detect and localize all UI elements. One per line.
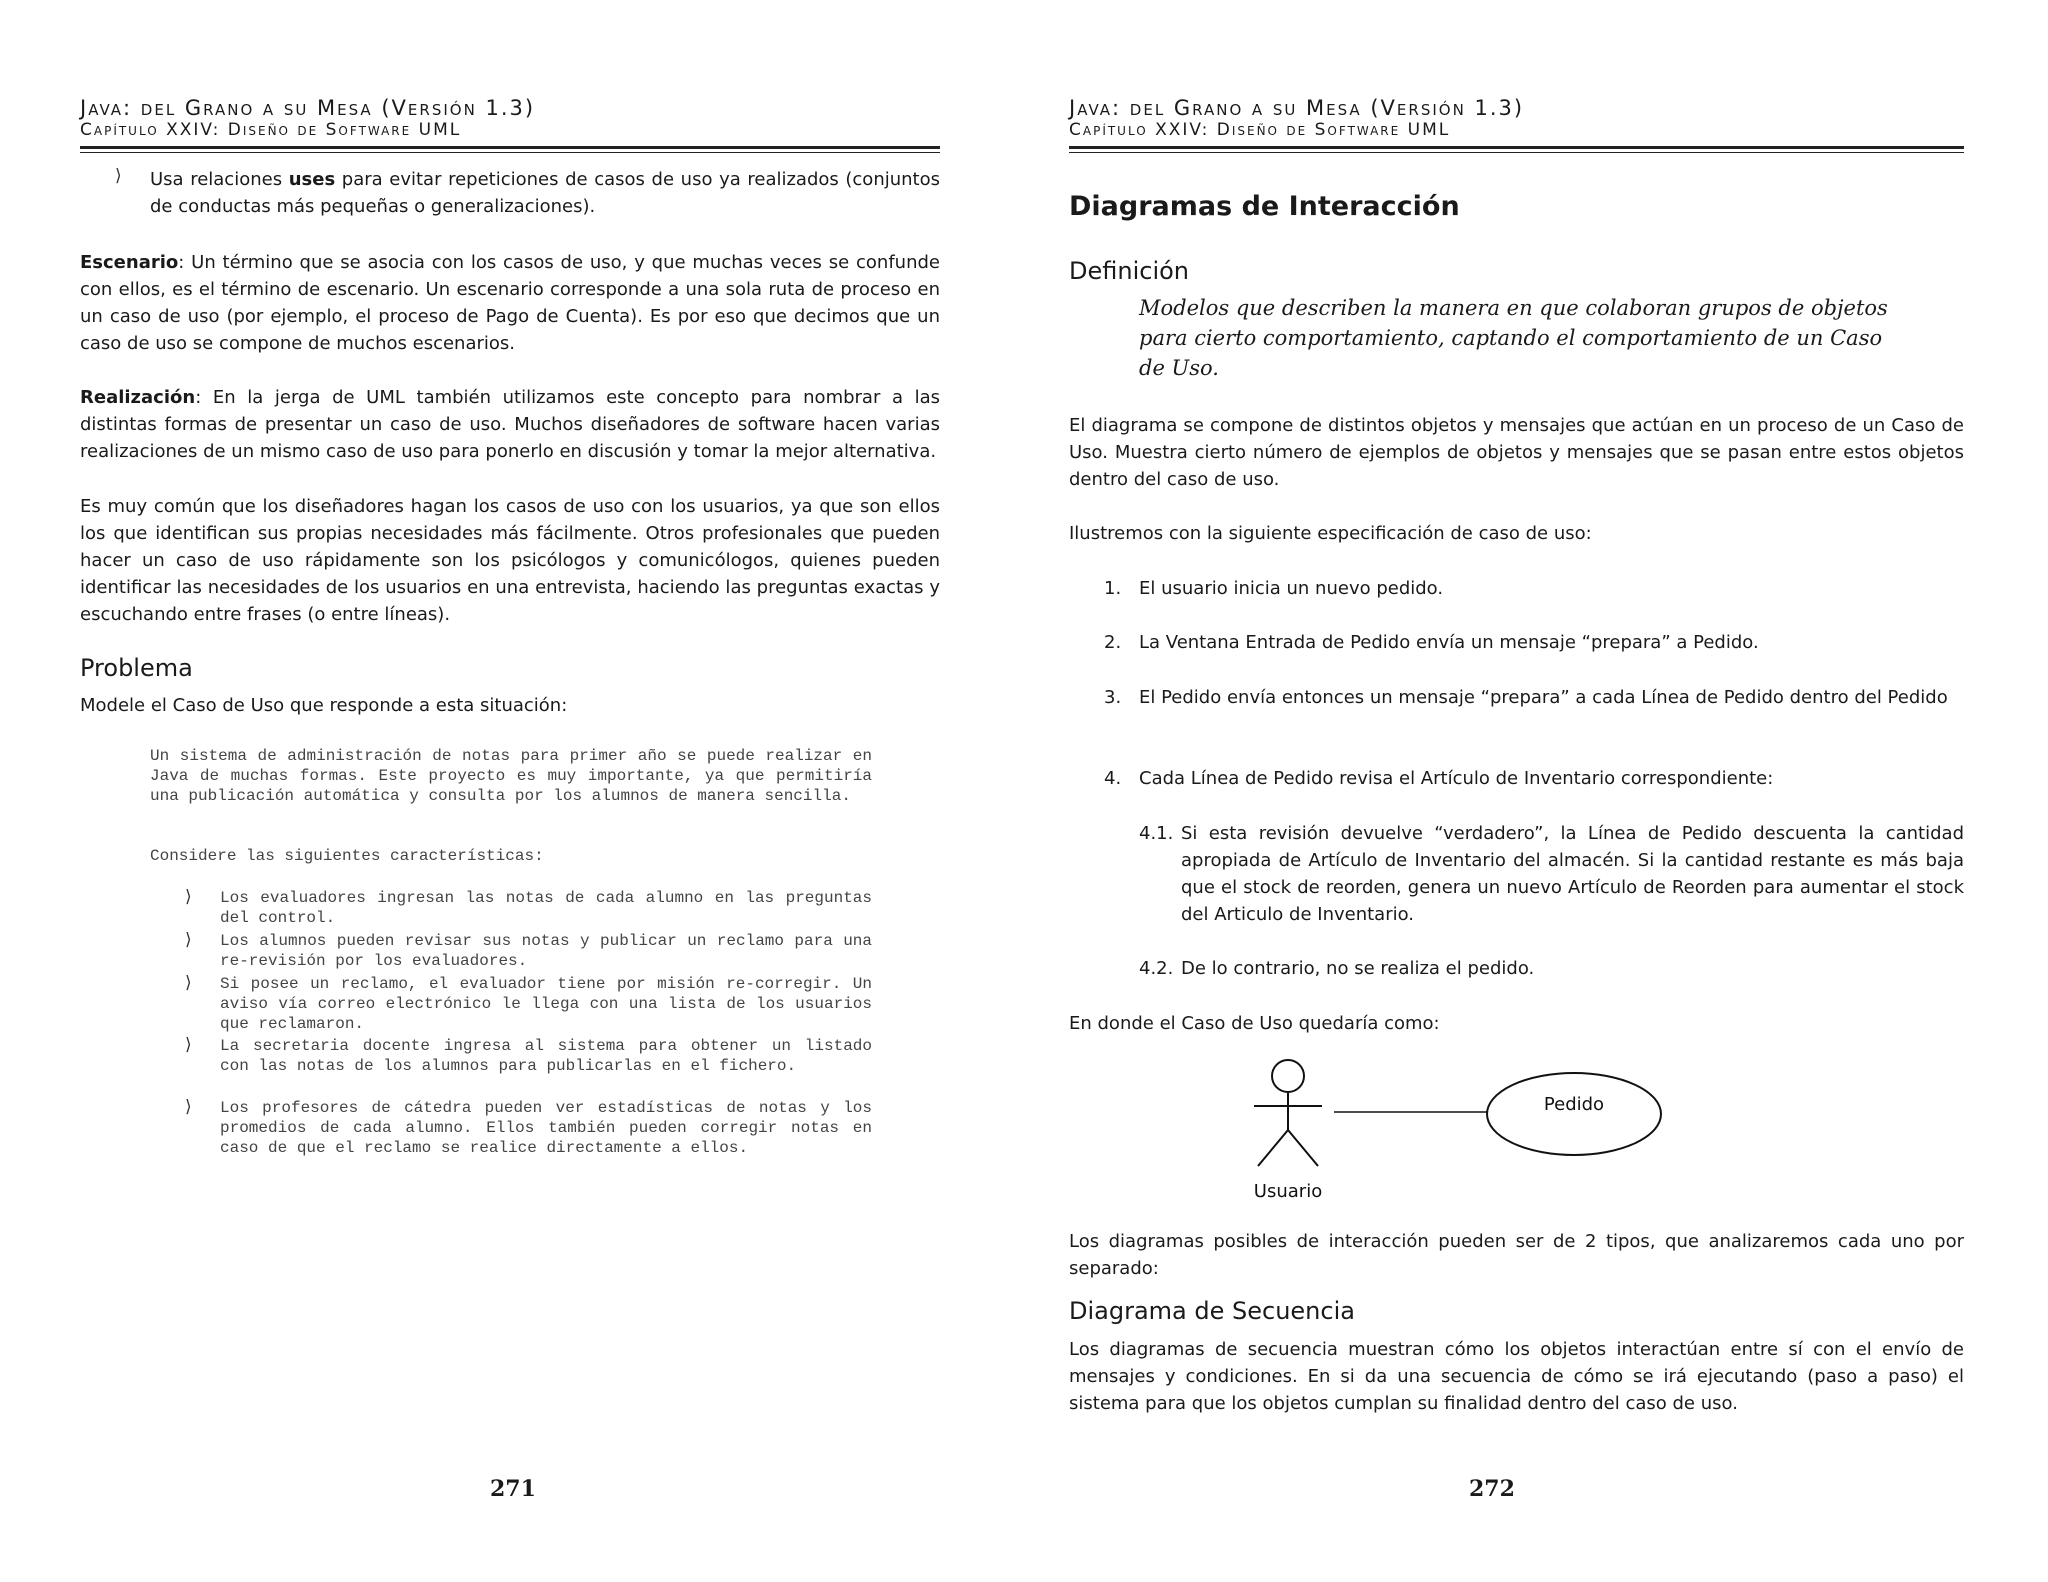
usuarios-paragraph: Es muy común que los diseñadores hagan los casos de uso con los usuarios, ya que son ellos los que identifican sus propias necesidades más fácilmente. Otros profesionales que pueden hacer un caso de uso rápidamente son los psicólogos y comunicólogos, quienes pueden identificar las necesidades de los usuarios en una entrevista, haciendo las preguntas exactas y escuchando entre frases (o entre líneas). bbox=[80, 496, 940, 625]
header-rule bbox=[1069, 146, 1964, 149]
definition-text: Modelos que describen la manera en que colaboran grupos de objetos para cierto comportamiento, captando el comportamiento de un Caso de Uso. bbox=[1139, 296, 1888, 380]
tipos-paragraph: Los diagramas posibles de interacción pueden ser de 2 tipos, que analizaremos cada uno por separado: bbox=[1069, 1231, 1964, 1279]
definicion-heading: Definición bbox=[1069, 257, 1189, 285]
bullet-icon: ⟩ bbox=[185, 973, 192, 993]
problema-heading: Problema bbox=[80, 654, 193, 682]
actor-figure bbox=[1254, 1060, 1322, 1166]
step-number: 3. bbox=[1104, 687, 1122, 708]
bullet-text-a: Usa relaciones bbox=[150, 169, 289, 190]
bullet-text-b: para evitar repeticiones de casos de uso ya realizados (conjuntos de conductas más pequeñas o generalizaciones). bbox=[150, 169, 940, 217]
realizacion-text: : En la jerga de UML también utilizamos este concepto para nombrar a las distintas formas de presentar un caso de uso. Muchos diseñadores de software hacen varias realizaciones de un mismo caso de uso para ponerlo en discusión y tomar la mejor alternativa. bbox=[80, 387, 940, 462]
bullet-icon: ⟩ bbox=[185, 1097, 192, 1117]
step-text: Cada Línea de Pedido revisa el Artículo de Inventario correspondiente: bbox=[1139, 768, 1774, 789]
secuencia-paragraph: Los diagramas de secuencia muestran cómo los objetos interactúan entre sí con el envío de mensajes y condiciones. En si da una secuencia de cómo se irá ejecutando (paso a paso) el sistema para que los objetos cumplan su finalidad dentro del caso de uso. bbox=[1069, 1339, 1964, 1414]
right-page bbox=[1024, 0, 2048, 1582]
step-number: 1. bbox=[1104, 578, 1122, 599]
page-number: 272 bbox=[1469, 1476, 1515, 1502]
caso-uso-intro: En donde el Caso de Uso quedaría como: bbox=[1069, 1013, 1440, 1034]
substep-text: De lo contrario, no se realiza el pedido. bbox=[1181, 958, 1535, 979]
book-title: Java: del Grano a su Mesa (Versión 1.3) bbox=[1069, 96, 1525, 120]
requirement-item: La secretaria docente ingresa al sistema para obtener un listado con las notas de los alumnos para publicarlas en el fichero. bbox=[220, 1037, 872, 1075]
section-heading: Diagramas de Interacción bbox=[1069, 191, 1460, 222]
diagram-paragraph: El diagrama se compone de distintos objetos y mensajes que actúan en un proceso de un Caso de Uso. Muestra cierto número de ejemplos de objetos y mensajes que se pasan entre estos objetos dentro del caso de uso. bbox=[1069, 415, 1964, 490]
problema-intro: Modele el Caso de Uso que responde a esta situación: bbox=[80, 695, 568, 716]
bullet-icon: ⟩ bbox=[185, 887, 192, 907]
substep-number: 4.2. bbox=[1139, 958, 1174, 979]
requirement-item: Si posee un reclamo, el evaluador tiene por misión re-corregir. Un aviso vía correo electrónico le llega con una lista de los usuarios que reclamaron. bbox=[220, 975, 872, 1033]
bullet-icon: ⟩ bbox=[115, 166, 122, 186]
realizacion-label: Realización bbox=[80, 387, 196, 408]
problem-statement: Un sistema de administración de notas para primer año se puede realizar en Java de muchas formas. Este proyecto es muy importante, ya que permitiría una publicación automática y consulta por los alumnos de manera sencilla. bbox=[150, 747, 872, 805]
secuencia-heading: Diagrama de Secuencia bbox=[1069, 1297, 1355, 1325]
ilustremos-paragraph: Ilustremos con la siguiente especificación de caso de uso: bbox=[1069, 523, 1592, 544]
bullet-icon: ⟩ bbox=[185, 930, 192, 950]
step-text: El usuario inicia un nuevo pedido. bbox=[1139, 578, 1444, 599]
step-text: El Pedido envía entonces un mensaje “prepara” a cada Línea de Pedido dentro del Pedido bbox=[1139, 687, 1948, 708]
escenario-label: Escenario bbox=[80, 252, 179, 273]
requirement-item: Los profesores de cátedra pueden ver estadísticas de notas y los promedios de cada alumno. Ellos también pueden corregir notas en caso de que el reclamo se realice directamente a ellos. bbox=[220, 1099, 872, 1157]
actor-label: Usuario bbox=[1253, 1181, 1323, 1202]
header-rule bbox=[80, 146, 940, 149]
use-case-diagram bbox=[1244, 1050, 1724, 1210]
header-rule-thin bbox=[80, 152, 940, 153]
chapter-title: Capítulo XXIV: Diseño de Software UML bbox=[80, 120, 462, 140]
realizacion-paragraph bbox=[80, 384, 940, 465]
escenario-paragraph bbox=[80, 249, 940, 357]
considere-line: Considere las siguientes características: bbox=[150, 847, 544, 865]
bullet-icon: ⟩ bbox=[185, 1035, 192, 1055]
chapter-title: Capítulo XXIV: Diseño de Software UML bbox=[1069, 120, 1451, 140]
escenario-text: : Un término que se asocia con los casos de uso, y que muchas veces se confunde con ellos, es el término de escenario. Un escenario corresponde a una sola ruta de proceso en un caso de uso (por ejemplo, el proceso de Pago de Cuenta). Es por eso que decimos que un caso de uso se compone de muchos escenarios. bbox=[80, 252, 940, 354]
use-case-label: Pedido bbox=[1543, 1094, 1605, 1115]
bullet-bold: uses bbox=[288, 169, 336, 190]
step-text: La Ventana Entrada de Pedido envía un mensaje “prepara” a Pedido. bbox=[1139, 632, 1759, 653]
substep-text: Si esta revisión devuelve “verdadero”, la Línea de Pedido descuenta la cantidad apropiada de Artículo de Inventario del almacén. Si la cantidad restante es más baja que el stock de reorden, genera un nuevo Artículo de Reorden para aumentar el stock del Articulo de Inventario. bbox=[1181, 823, 1964, 925]
header-rule-thin bbox=[1069, 152, 1964, 153]
step-number: 2. bbox=[1104, 632, 1122, 653]
step-number: 4. bbox=[1104, 768, 1122, 789]
book-title: Java: del Grano a su Mesa (Versión 1.3) bbox=[80, 96, 536, 120]
bullet-uses bbox=[150, 166, 940, 220]
requirement-item: Los evaluadores ingresan las notas de cada alumno en las preguntas del control. bbox=[220, 889, 872, 927]
requirement-item: Los alumnos pueden revisar sus notas y publicar un reclamo para una re-revisión por los evaluadores. bbox=[220, 932, 872, 970]
substep-number: 4.1. bbox=[1139, 823, 1174, 844]
page-number: 271 bbox=[490, 1476, 536, 1502]
